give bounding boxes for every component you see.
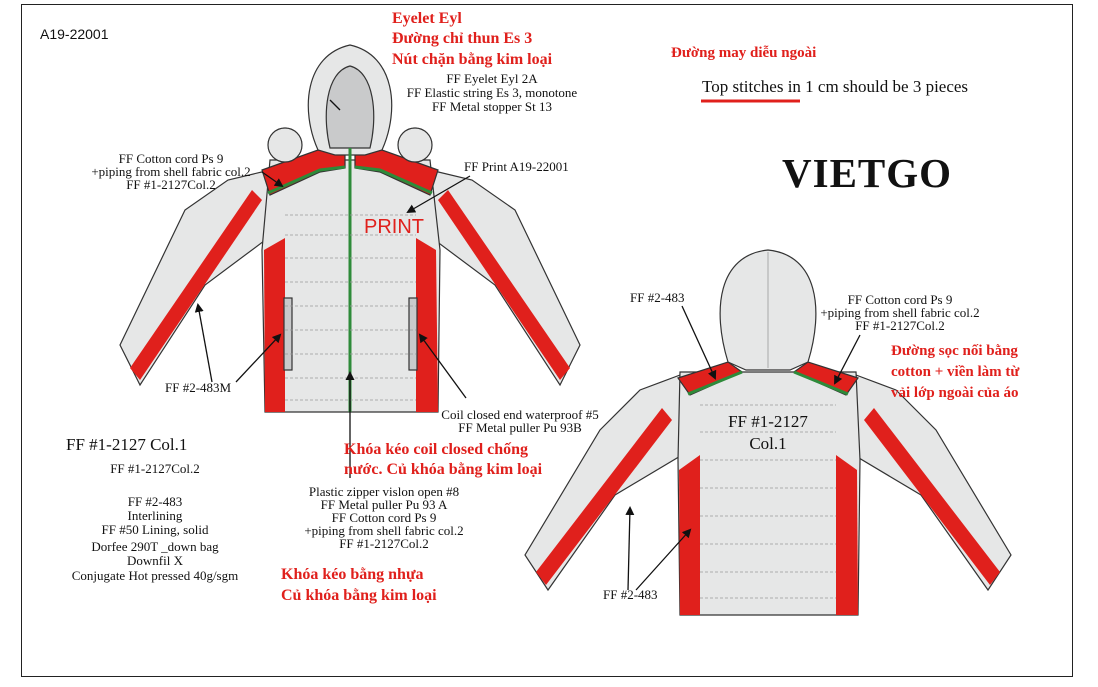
print-label: PRINT [364, 216, 424, 238]
materials-line-6: Dorfee 290T _down bag [91, 539, 219, 554]
style-code: A19-22001 [40, 26, 109, 42]
main-zip-spec-3: FF Cotton cord Ps 9 [331, 510, 437, 525]
front-right-side-panel [416, 238, 438, 412]
back-body [678, 372, 860, 615]
back-left-side-panel [679, 455, 700, 615]
vn-elastic-note: Đường chỉ thun Es 3 [392, 30, 533, 47]
main-zip-spec-2: FF Metal puller Pu 93 A [320, 497, 448, 512]
brand-logo: VIETGO [782, 150, 953, 196]
zipper-end-vn-1: Khóa kéo coil closed chống [344, 441, 529, 458]
topstitch-en: Top stitches in 1 cm should be 3 pieces [702, 77, 969, 96]
main-zip-vn-1: Khóa kéo bằng nhựa [281, 566, 424, 583]
materials-main: FF #1-2127 Col.1 [66, 435, 188, 454]
back-right-side-panel [836, 455, 858, 615]
back-body-label-2: Col.1 [749, 434, 787, 453]
main-zip-spec-1: Plastic zipper vislon open #8 [308, 484, 460, 499]
zipper-end-vn-2: nước. Củ khóa bằng kim loại [344, 461, 543, 478]
main-zip-vn-2: Củ khóa bằng kim loại [281, 587, 437, 604]
hood-spec-elastic: FF Elastic string Es 3, monotone [406, 85, 578, 100]
materials-line-8: Conjugate Hot pressed 40g/sgm [71, 568, 239, 583]
front-right-pocket-zip [409, 298, 417, 370]
materials-line-5: FF #50 Lining, solid [101, 522, 209, 537]
vn-eyelet-note: Eyelet Eyl [392, 10, 462, 27]
back-cord-vn-1: Đường sọc nối bằng [891, 343, 1018, 359]
hood-spec-stopper: FF Metal stopper St 13 [432, 99, 552, 114]
back-cord-vn-3: vải lớp ngoài của áo [891, 385, 1019, 401]
front-cord-spec-2: +piping from shell fabric col.2 [91, 164, 251, 179]
back-body-label-1: FF #1-2127 [728, 412, 808, 431]
front-left-pocket-zip [284, 298, 292, 370]
materials-line-1: FF #1-2127Col.2 [110, 461, 200, 476]
back-side-label: FF #2-483 [603, 587, 658, 602]
topstitch-vn: Đường may diễu ngoài [671, 45, 817, 61]
hood-spec-eyelet: FF Eyelet Eyl 2A [446, 71, 538, 86]
back-cord-spec-1: FF Cotton cord Ps 9 [847, 292, 953, 307]
materials-line-7: Downfil X [127, 553, 183, 568]
front-eyelet-detail-right [398, 128, 432, 162]
back-cord-spec-2: +piping from shell fabric col.2 [820, 305, 980, 320]
zipper-end-spec-1: Coil closed end waterproof #5 [441, 407, 599, 422]
front-cord-spec-3: FF #1-2127Col.2 [126, 177, 216, 192]
zipper-end-spec-2: FF Metal puller Pu 93B [458, 420, 582, 435]
materials-line-4: Interlining [127, 508, 183, 523]
vn-stopper-note: Nút chặn bằng kim loại [392, 51, 553, 68]
front-cord-spec-1: FF Cotton cord Ps 9 [118, 151, 224, 166]
print-spec: FF Print A19-22001 [464, 159, 569, 174]
back-shoulder-label: FF #2-483 [630, 290, 685, 305]
front-side-label: FF #2-483M [165, 380, 232, 395]
main-zip-spec-5: FF #1-2127Col.2 [339, 536, 429, 551]
main-zip-spec-4: +piping from shell fabric col.2 [304, 523, 464, 538]
back-cord-vn-2: cotton + viền làm từ [891, 364, 1020, 380]
back-cord-spec-3: FF #1-2127Col.2 [855, 318, 945, 333]
front-left-side-panel [264, 238, 285, 412]
materials-line-3: FF #2-483 [127, 494, 183, 509]
